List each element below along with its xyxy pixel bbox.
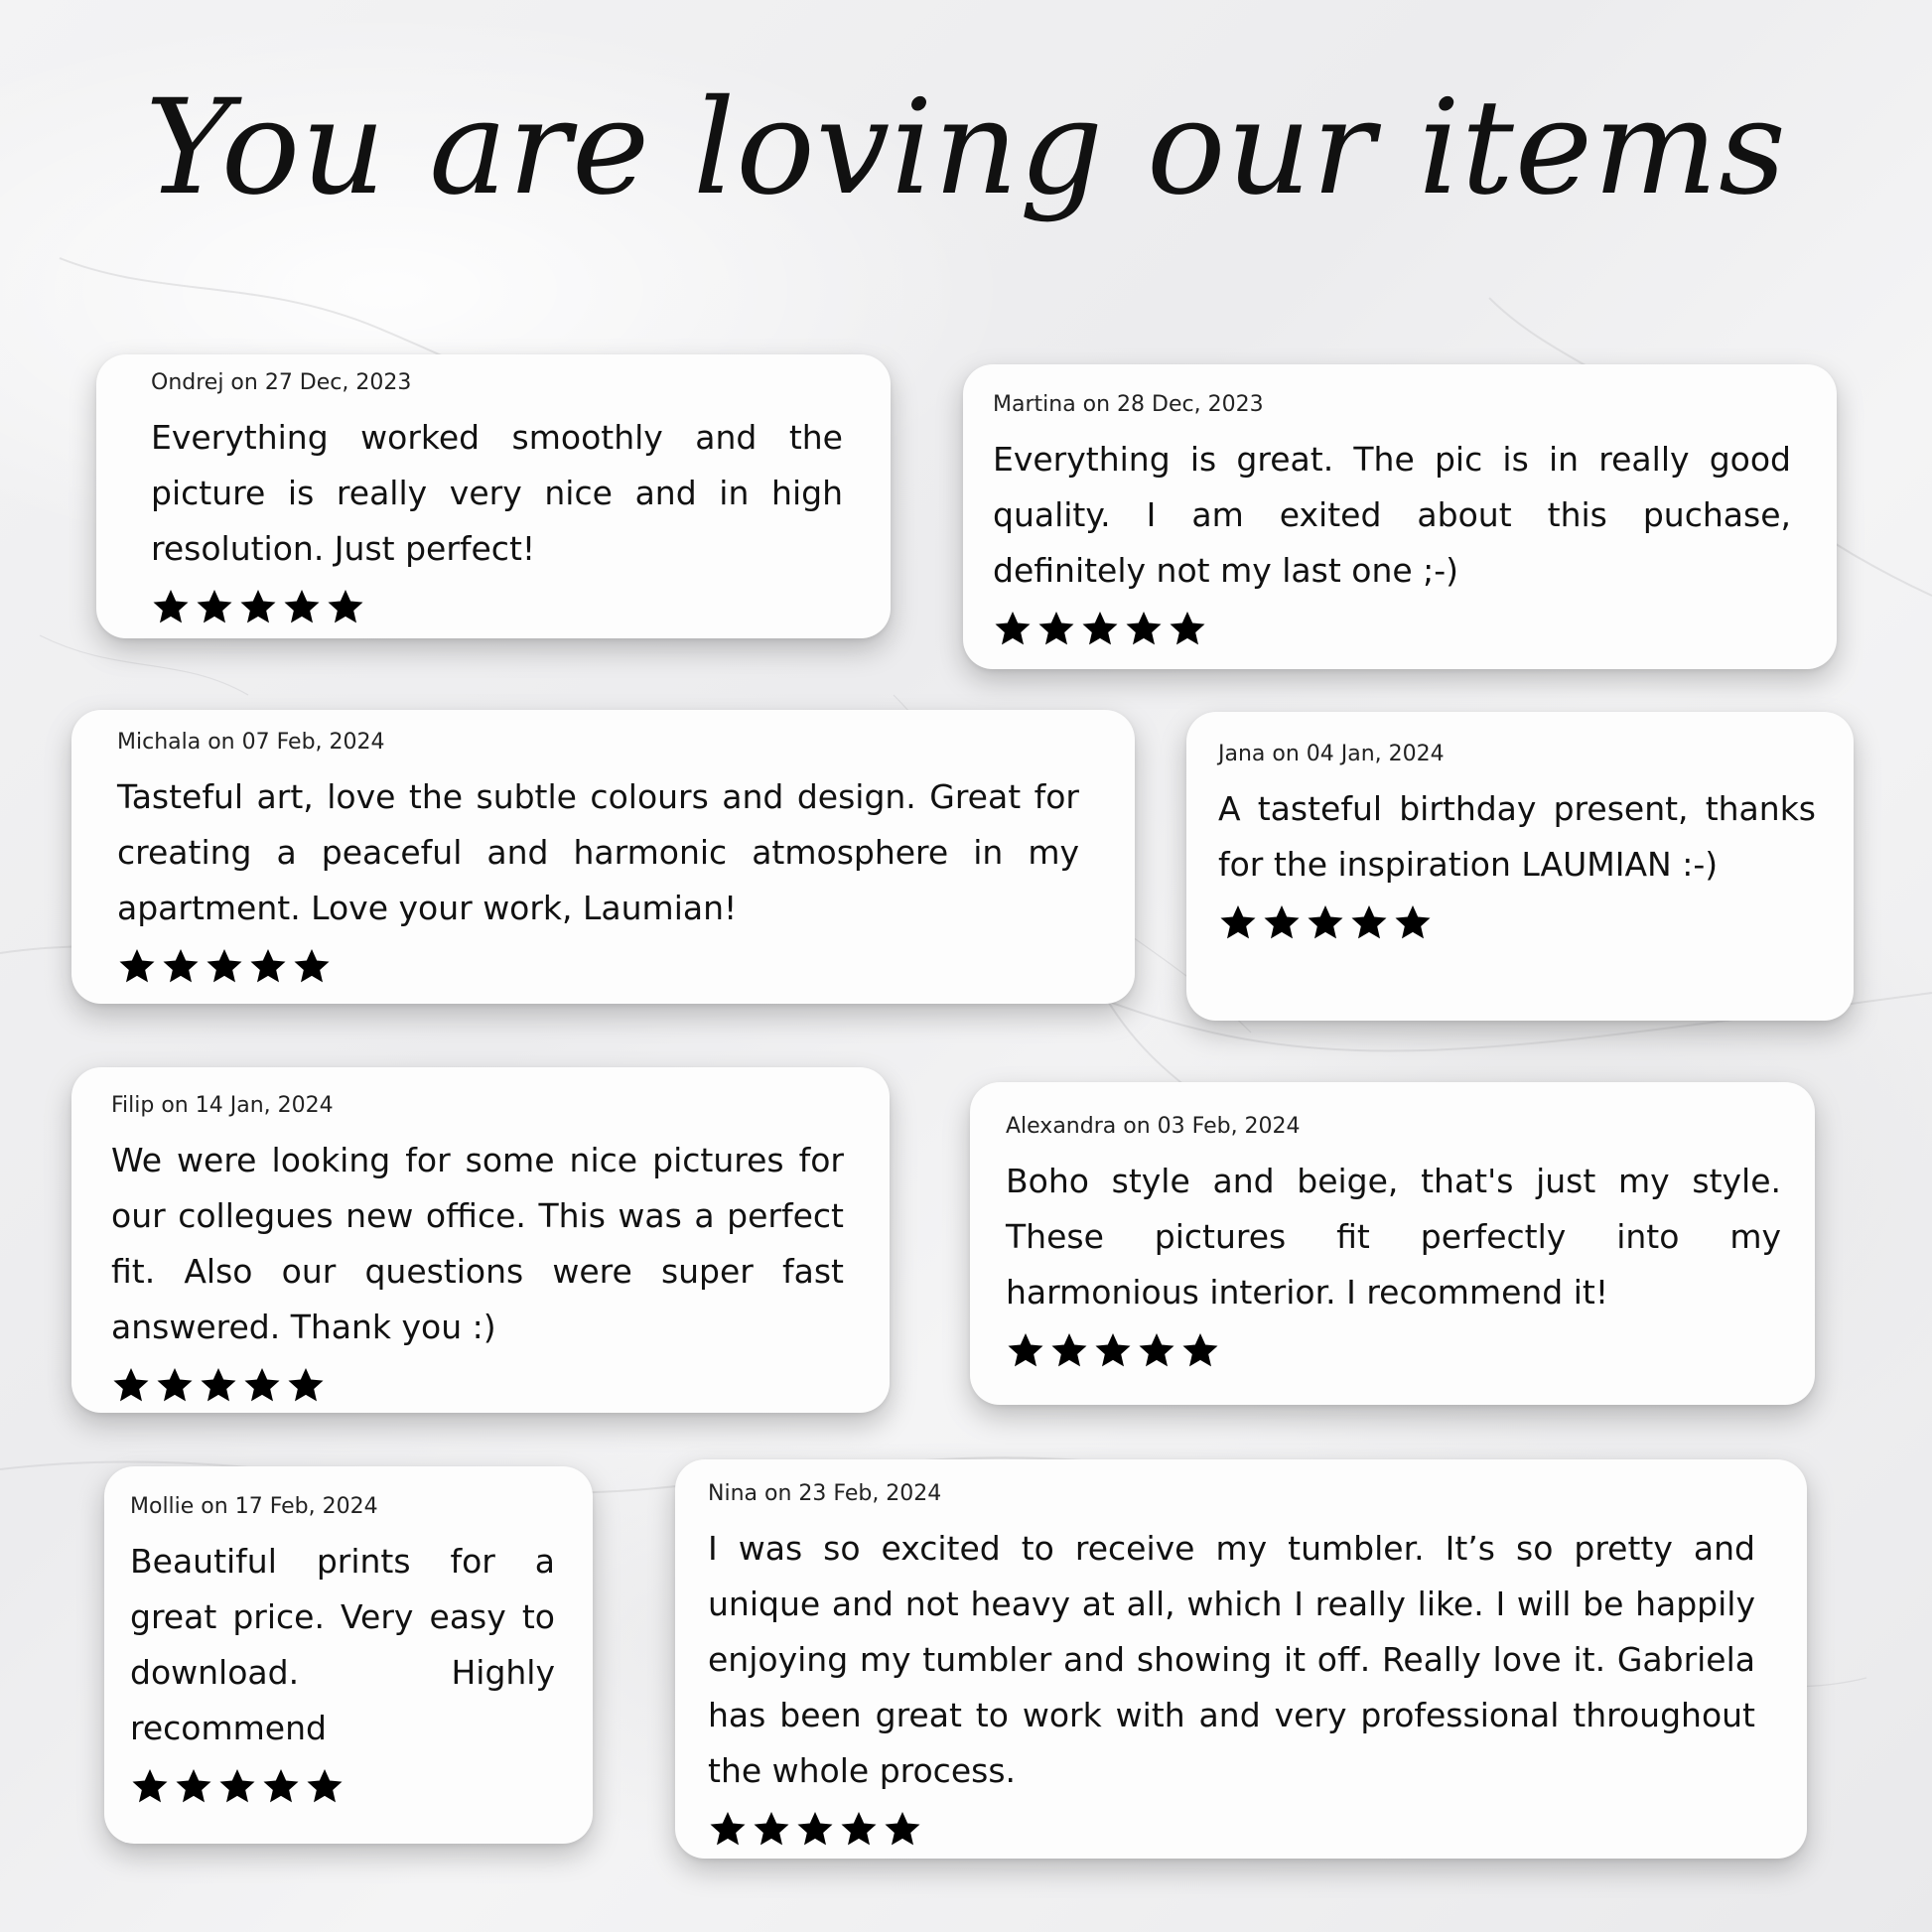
star-icon (326, 587, 365, 626)
star-icon (282, 587, 322, 626)
star-icon (174, 1766, 213, 1806)
star-icon (151, 587, 191, 626)
star-icon (839, 1809, 879, 1849)
star-icon (217, 1766, 257, 1806)
star-icon (1049, 1330, 1089, 1370)
star-icon (1218, 902, 1258, 942)
star-icon (752, 1809, 791, 1849)
star-icon (111, 1365, 151, 1405)
star-icon (305, 1766, 345, 1806)
star-icon (708, 1809, 748, 1849)
review-text: Boho style and beige, that's just my style. These pictures fit perfectly into my harmonious interior. I recommend it! (1006, 1162, 1781, 1312)
review-card (96, 354, 891, 638)
review-text: We were looking for some nice pictures for our collegues new office. This was a perfect fit. Also our questions were super fast answered. Thank you :) (111, 1141, 844, 1347)
star-rating (993, 609, 1791, 648)
star-icon (130, 1766, 170, 1806)
review-meta: Ondrej on 27 Dec, 2023 (151, 370, 412, 395)
review-card (71, 710, 1135, 1004)
review-card (970, 1082, 1815, 1405)
review-text: Everything is great. The pic is in really good quality. I am exited about this puchase, definitely not my last one ;-) (993, 440, 1791, 591)
star-icon (1080, 609, 1120, 648)
review-text: Tasteful art, love the subtle colours and design. Great for creating a peaceful and harmonic atmosphere in my apartment. Love your work, Laumian! (117, 777, 1079, 928)
star-rating (1218, 902, 1816, 942)
star-icon (1168, 609, 1207, 648)
review-card (963, 364, 1837, 669)
page-title: You are loving our items (145, 71, 1787, 224)
review-meta: Filip on 14 Jan, 2024 (111, 1093, 334, 1118)
star-icon (205, 946, 244, 986)
star-icon (1180, 1330, 1220, 1370)
star-rating (117, 946, 1079, 986)
star-rating (130, 1766, 555, 1806)
review-card (104, 1466, 593, 1844)
star-icon (161, 946, 201, 986)
star-icon (195, 587, 234, 626)
review-meta: Jana on 04 Jan, 2024 (1218, 742, 1445, 766)
star-icon (1306, 902, 1345, 942)
star-rating (151, 587, 843, 626)
star-icon (1036, 609, 1076, 648)
star-icon (292, 946, 332, 986)
star-icon (1006, 1330, 1045, 1370)
star-rating (1006, 1330, 1781, 1370)
star-icon (286, 1365, 326, 1405)
review-meta: Martina on 28 Dec, 2023 (993, 392, 1264, 417)
star-icon (117, 946, 157, 986)
star-icon (1393, 902, 1433, 942)
star-icon (883, 1809, 922, 1849)
star-rating (708, 1809, 1755, 1849)
review-meta: Mollie on 17 Feb, 2024 (130, 1494, 378, 1519)
star-icon (155, 1365, 195, 1405)
star-icon (1137, 1330, 1176, 1370)
star-rating (111, 1365, 844, 1405)
review-text: I was so excited to receive my tumbler. It’s so pretty and unique and not heavy at all, which I really like. I will be happily enjoying my tumbler and showing it off. Really love it. Gabriela has been great to work with and very professional throughout the whole process. (708, 1529, 1755, 1791)
review-text: Everything worked smoothly and the picture is really very nice and in high resolution. Just perfect! (151, 418, 843, 569)
star-icon (1093, 1330, 1133, 1370)
star-icon (242, 1365, 282, 1405)
star-icon (1124, 609, 1164, 648)
star-icon (199, 1365, 238, 1405)
review-text: A tasteful birthday present, thanks for the inspiration LAUMIAN :-) (1218, 789, 1816, 885)
review-text: Beautiful prints for a great price. Very easy to download. Highly recommend (130, 1542, 555, 1748)
review-meta: Michala on 07 Feb, 2024 (117, 730, 385, 755)
star-icon (238, 587, 278, 626)
star-icon (993, 609, 1033, 648)
star-icon (795, 1809, 835, 1849)
star-icon (248, 946, 288, 986)
review-meta: Alexandra on 03 Feb, 2024 (1006, 1114, 1301, 1139)
star-icon (1349, 902, 1389, 942)
review-card (71, 1067, 890, 1413)
review-card (1186, 712, 1854, 1021)
review-meta: Nina on 23 Feb, 2024 (708, 1481, 942, 1506)
star-icon (261, 1766, 301, 1806)
review-card (675, 1459, 1807, 1859)
star-icon (1262, 902, 1302, 942)
